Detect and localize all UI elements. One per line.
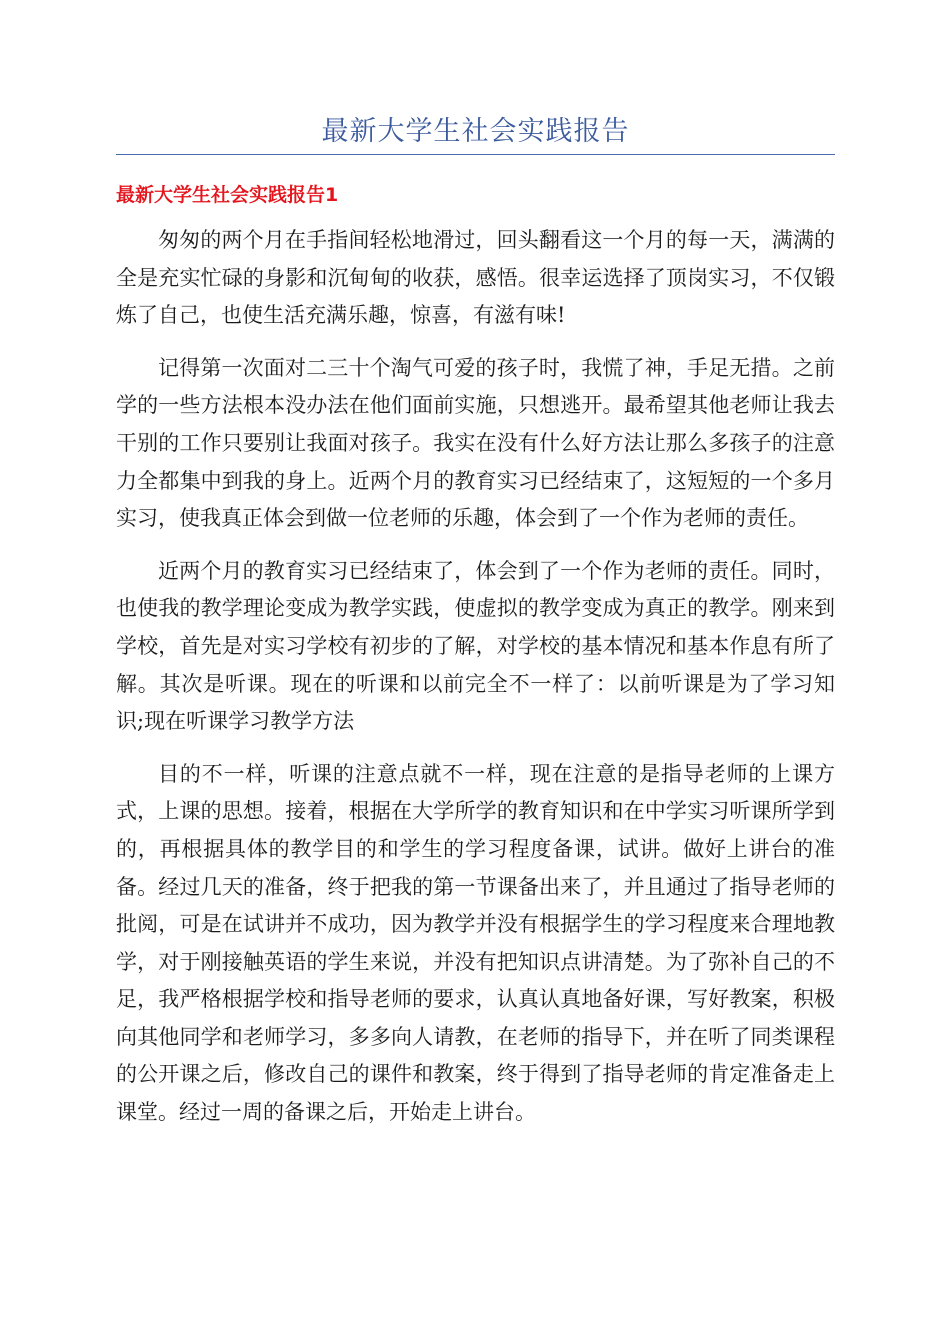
paragraph: 记得第一次面对二三十个淘气可爱的孩子时，我慌了神，手足无措。之前学的一些方法根本没办法在他们面前实施，只想逃开。最希望其他老师让我去干别的工作只要别让我面对孩子。我实在没有什么好方法让那么多孩子的注意力全都集中到我的身上。近两个月的教育实习已经结束了，这短短的一个多月实习，使我真正体会到做一位老师的乐趣，体会到了一个作为老师的责任。	[116, 355, 835, 531]
title-underline	[116, 154, 835, 155]
paragraph: 目的不一样，听课的注意点就不一样，现在注意的是指导老师的上课方式，上课的思想。接着，根据在大学所学的教育知识和在中学实习听课所学到的，再根据具体的教学目的和学生的学习程度备课，试讲。做好上讲台的准备。经过几天的准备，终于把我的第一节课备出来了，并且通过了指导老师的批阅，可是在试讲并不成功，因为教学并没有根据学生的学习程度来合理地教学，对于刚接触英语的学生来说，并没有把知识点讲清楚。为了弥补自己的不足，我严格根据学校和指导老师的要求，认真认真地备好课，写好教案，积极向其他同学和老师学习，多多向人请教，在老师的指导下，并在听了同类课程的公开课之后，修改自己的课件和教案，终于得到了指导老师的肯定准备走上课堂。经过一周的备课之后，开始走上讲台。	[116, 761, 835, 1125]
document-title: 最新大学生社会实践报告	[321, 116, 630, 147]
body-text	[116, 222, 835, 1147]
paragraph: 匆匆的两个月在手指间轻松地滑过，回头翻看这一个月的每一天，满满的全是充实忙碌的身影和沉甸甸的收获，感悟。很幸运选择了顶岗实习，不仅锻炼了自己，也使生活充满乐趣，惊喜，有滋有味!	[116, 228, 835, 328]
paragraph: 近两个月的教育实习已经结束了，体会到了一个作为老师的责任。同时，也使我的教学理论变成为教学实践，使虚拟的教学变成为真正的教学。刚来到学校，首先是对实习学校有初步的了解，对学校的基本情况和基本作息有所了解。其次是听课。现在的听课和以前完全不一样了：以前听课是为了学习知识;现在听课学习教学方法	[116, 558, 835, 734]
section-heading: 最新大学生社会实践报告1	[116, 184, 339, 206]
